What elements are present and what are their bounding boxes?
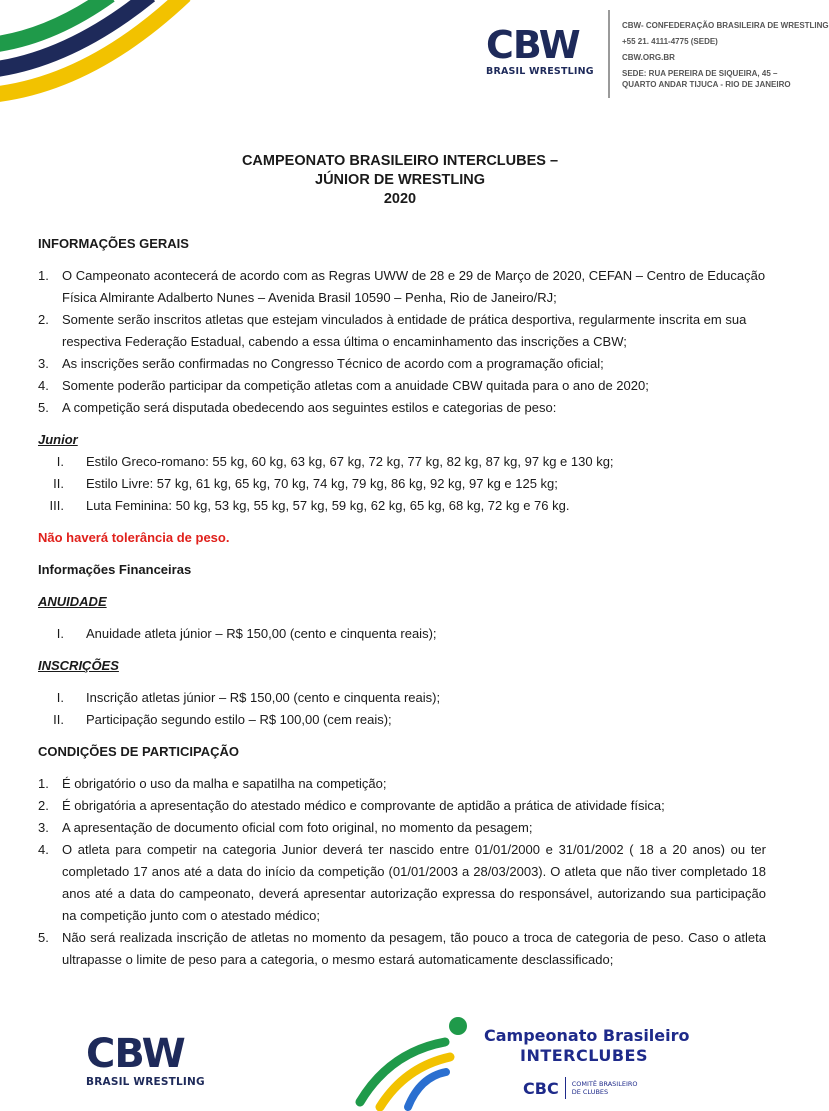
list-item [38, 495, 766, 517]
header-address: SEDE: RUA PEREIRA DE SIQUEIRA, 45 – QUARTO ANDAR TIJUCA - RIO DE JANEIRO [622, 69, 791, 89]
footer-logo-text: CBW [86, 1031, 185, 1077]
list-item-number: 5. [38, 930, 49, 945]
title-line-3: 2020 [383, 191, 417, 207]
list-item [38, 265, 766, 309]
list-item [38, 397, 766, 419]
cbc-text-line-2: DE CLUBES [571, 1088, 609, 1096]
championship-line-1: Campeonato Brasileiro [484, 1026, 690, 1045]
list-item-text: Somente poderão participar da competição atletas com a anuidade CBW quitada para o ano de 2020; [62, 378, 649, 393]
list-item-number: I. [56, 690, 64, 705]
list-item-text: As inscrições serão confirmadas no Congresso Técnico de acordo com a programação oficial; [62, 356, 604, 371]
list-item [38, 927, 766, 971]
list-item-text: Estilo Livre: 57 kg, 61 kg, 65 kg, 70 kg, 74 kg, 79 kg, 86 kg, 92 kg, 97 kg e 125 kg; [86, 476, 558, 491]
document-body [38, 233, 766, 971]
list-item-text: Luta Feminina: 50 kg, 53 kg, 55 kg, 57 kg, 59 kg, 62 kg, 65 kg, 68 kg, 72 kg e 76 kg. [86, 498, 570, 513]
list-item [38, 709, 766, 731]
footer-logo-subtext: BRASIL WRESTLING [86, 1076, 205, 1088]
list-item-text: Inscrição atletas júnior – R$ 150,00 (cento e cinquenta reais); [86, 690, 441, 705]
header-contact-info [622, 18, 829, 90]
header-website: CBW.ORG.BR [622, 53, 675, 62]
inscricoes-heading: INSCRIÇÕES [38, 658, 119, 673]
cbc-logo [523, 1077, 638, 1099]
anuidade-list [38, 623, 766, 645]
list-item [38, 817, 766, 839]
list-item [38, 375, 766, 397]
list-item-text: A apresentação de documento oficial com foto original, no momento da pesagem; [62, 820, 533, 835]
title-line-1: CAMPEONATO BRASILEIRO INTERCLUBES – [241, 153, 559, 169]
list-item-number: 4. [38, 842, 49, 857]
header-divider [608, 10, 610, 98]
list-item [38, 773, 766, 795]
list-item-text: Estilo Greco-romano: 55 kg, 60 kg, 63 kg, 67 kg, 72 kg, 77 kg, 82 kg, 87 kg, 97 kg e 130 kg; [86, 454, 614, 469]
inscricoes-list [38, 687, 766, 731]
list-item-number: III. [49, 498, 64, 513]
list-item-text: É obrigatório o uso da malha e sapatilha na competição; [62, 776, 387, 791]
list-item [38, 451, 766, 473]
header-org-name: CBW- CONFEDERAÇÃO BRASILEIRA DE WRESTLING [622, 21, 829, 30]
list-item-number: 3. [38, 820, 49, 835]
list-item-text: Anuidade atleta júnior – R$ 150,00 (cento e cinquenta reais); [86, 626, 437, 641]
list-item-number: 2. [38, 312, 49, 327]
anuidade-heading: ANUIDADE [38, 594, 107, 609]
conditions-heading: CONDIÇÕES DE PARTICIPAÇÃO [38, 744, 240, 759]
weight-tolerance-warning: Não haverá tolerância de peso. [38, 530, 230, 545]
list-item-number: II. [53, 712, 64, 727]
list-item-text: O Campeonato acontecerá de acordo com as Regras UWW de 28 e 29 de Março de 2020, CEFAN – Centro de Educação Física Almirante Adalberto Nunes – Avenida Brasil 10590 – Penha, Rio de Janeiro/RJ; [62, 268, 766, 305]
cbc-text-line-1: COMITÊ BRASILEIRO [571, 1080, 638, 1088]
list-item-text: É obrigatória a apresentação do atestado médico e comprovante de aptidão a prática de atividade física; [62, 798, 665, 813]
list-item [38, 687, 766, 709]
runner-logo-icon [350, 1012, 480, 1111]
championship-logo-text [484, 1026, 690, 1066]
championship-line-2: INTERCLUBES [519, 1046, 648, 1065]
cbc-mark: CBC [523, 1078, 559, 1098]
title-line-2: JÚNIOR DE WRESTLING [315, 172, 485, 188]
list-item-number: 4. [38, 378, 49, 393]
junior-heading: Junior [38, 432, 78, 447]
header-cbw-logo [486, 23, 594, 77]
list-item-number: 1. [38, 268, 49, 283]
conditions-list [38, 773, 766, 971]
list-item [38, 795, 766, 817]
footer-cbw-logo [86, 1031, 205, 1088]
header-logo-subtext: BRASIL WRESTLING [486, 66, 594, 77]
list-item-number: 2. [38, 798, 49, 813]
list-item-text: Participação segundo estilo – R$ 100,00 (cem reais); [86, 712, 392, 727]
list-item-number: 3. [38, 356, 49, 371]
list-item-text: A competição será disputada obedecendo aos seguintes estilos e categorias de peso: [62, 400, 557, 415]
list-item [38, 473, 766, 495]
list-item [38, 353, 766, 375]
list-item-text: O atleta para competir na categoria Junior deverá ter nascido entre 01/01/2000 e 31/01/2002 ( 18 a 20 anos) ou ter completado 17 anos até a data do início da competição (01/01/2003 a 28/03/2003). O atleta que não tiver completado 18 anos até a data do campeonato, deverá apresentar autorização expressa do responsável, autorizando sua participação na competição junto com o atestado médico; [62, 842, 766, 923]
header-phone: +55 21. 4111-4775 (SEDE) [622, 37, 718, 46]
list-item-number: II. [53, 476, 64, 491]
list-item [38, 309, 766, 353]
list-item [38, 839, 766, 927]
list-item-text: Somente serão inscritos atletas que estejam vinculados à entidade de prática desportiva, regularmente inscrita em sua respectiva Federação Estadual, cabendo a essa última o encaminhamento das inscrições a CBW; [62, 312, 747, 349]
list-item [38, 623, 766, 645]
document-title [0, 152, 800, 209]
general-info-list [38, 265, 766, 419]
header-logo-text: CBW [486, 23, 580, 67]
financial-info-heading: Informações Financeiras [38, 562, 192, 577]
general-info-heading: INFORMAÇÕES GERAIS [38, 236, 189, 251]
list-item-number: 5. [38, 400, 49, 415]
list-item-number: I. [56, 626, 64, 641]
list-item-number: I. [56, 454, 64, 469]
list-item-text: Não será realizada inscrição de atletas no momento da pesagem, tão pouco a troca de categoria de peso. Caso o atleta ultrapasse o limite de peso para a categoria, o mesmo estará automaticamente desclassificado; [62, 930, 766, 967]
junior-categories-list [38, 451, 766, 517]
corner-stripes-decoration [0, 0, 200, 115]
list-item-number: 1. [38, 776, 49, 791]
